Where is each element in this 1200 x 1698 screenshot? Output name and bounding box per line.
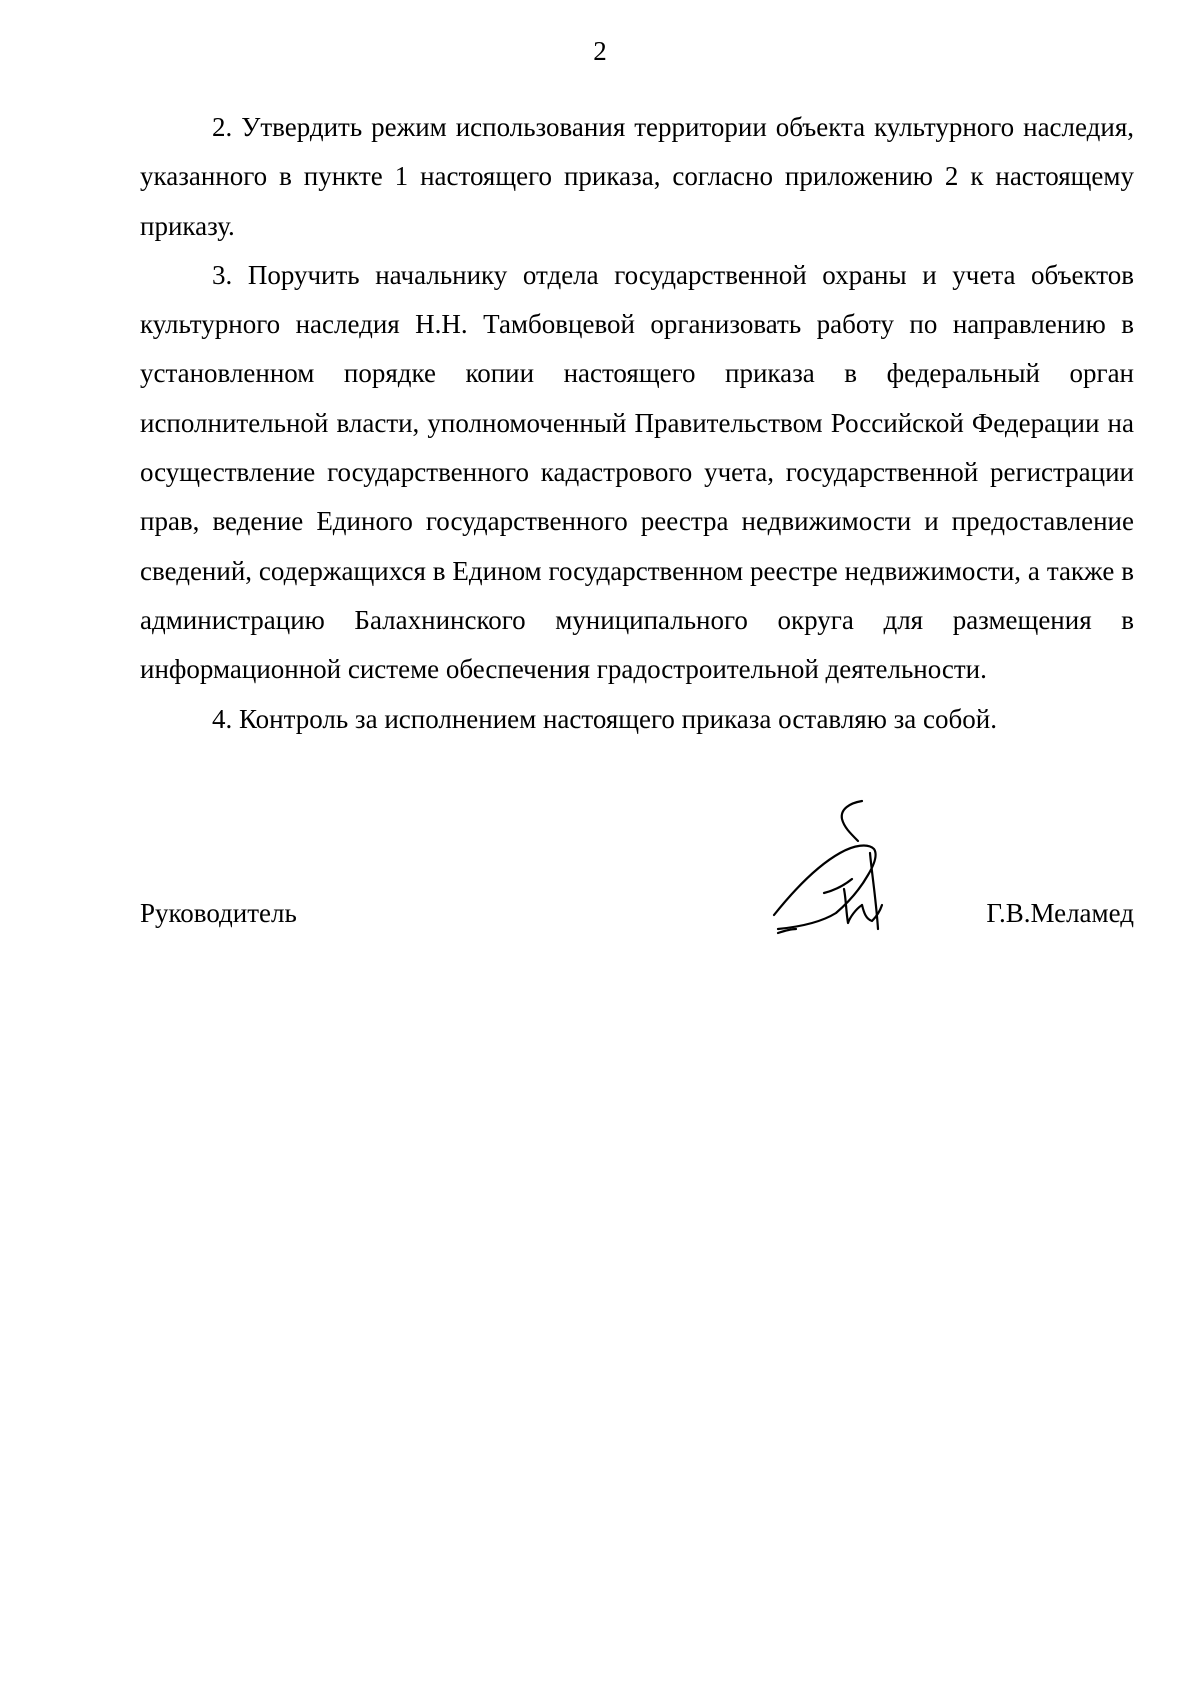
signer-position: Руководитель (140, 898, 297, 928)
signer-name: Г.В.Меламед (986, 898, 1134, 928)
paragraph-4: 4. Контроль за исполнением настоящего приказа оставляю за собой. (212, 703, 997, 734)
paragraph-2: 2. Утвердить режим использования территории объекта культурного наследия, указанного в пункте 1 настоящего приказа, согласно приложению 2 к настоящему приказу. (140, 112, 1134, 241)
document-body (140, 103, 1134, 744)
page-number: 2 (593, 36, 607, 66)
signature-block (140, 895, 1134, 931)
paragraph-3: 3. Поручить начальнику отдела государственной охраны и учета объектов культурного наследия Н.Н. Тамбовцевой организовать работу по направлению в установленном порядке копии настоящего приказа в федеральный орган исполнительной власти, уполномоченный Правительством Российской Федерации на осуществление государственного кадастрового учета, государственной регистрации прав, ведение Единого государственного реестра недвижимости и предоставление сведений, содержащихся в Едином государственном реестре недвижимости, а также в администрацию Балахнинского муниципального округа для размещения в информационной системе обеспечения градостроительной деятельности. (140, 259, 1134, 685)
